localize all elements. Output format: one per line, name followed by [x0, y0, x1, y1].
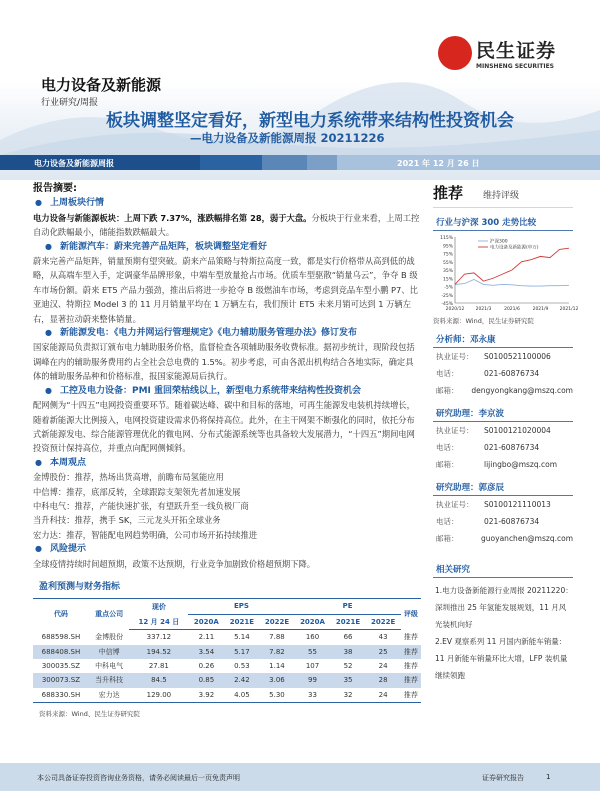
- industry-name: 电力设备及新能源: [41, 76, 162, 94]
- table-row: [33, 645, 421, 659]
- related-item[interactable]: 1.电力设备新能源行业周报 20211220：深圳推出 25 年氢能发展规划，11 月风光装机向好: [435, 586, 573, 629]
- pick-item: 当升科技：推荐，携手 SK，三元龙头开拓全球业务: [33, 515, 221, 526]
- disclaimer: 本公司具备证券投资咨询业务资格，请务必阅读最后一页免责声明: [37, 774, 240, 782]
- table-cell: 当升科技: [89, 673, 129, 687]
- section-text: 配网侧为“十四五”电网投资重要环节。随着碳达峰、碳中和目标的落地，可再生能源发电装机持续增长，随着新能源大比例接入，电网投资建设需求仍将保持高位。此外，在主干网架不断强化的同时，依托分布式新能源发电、综合能源管理优化的微电网、分布式能源系统等也具备较大发展潜力，“十四五”期间电网投资预计保持高位，并重点向配网侧倾斜。: [33, 400, 415, 454]
- col-code: 代码: [53, 610, 68, 619]
- col-year: 2021E: [331, 614, 366, 629]
- section-text: 全球疫情持续时间超预期，政策不达预期，行业竞争加剧致价格超预期下降。: [33, 558, 316, 569]
- y-tick-label: -45%: [441, 302, 453, 307]
- table-cell: 35: [331, 673, 366, 687]
- y-tick-label: 75%: [442, 252, 453, 258]
- x-tick-label: 2021/9: [532, 307, 549, 312]
- table-cell: 129.00: [146, 690, 172, 699]
- table-cell: 3.54: [188, 645, 224, 659]
- pick-item: 宏力达：推荐，智能配电网趋势明确，公司市场开拓持续推进: [33, 529, 258, 540]
- analyst-name: 研究助理：郭彦辰: [433, 479, 573, 496]
- section-text: 蔚来完善产品矩阵，销量预期有望突破。蔚来产品策略与特斯拉高度一致，都是实行价格带从高到低的战略，从高端车型入手，定调豪华品牌形象，中端车型放量抢占市场。优质车型驱散“销量乌云”，争夺 B 级车市场份额。蔚来 ET5 产品力强劲，推出后将进一步抢夺 B 级燃油车市场，考虑到竞品车型小鹏 P7、比亚迪汉、特斯拉 Model 3 的 11 月月销量平均在 1 万辆左右，我们预计 ET5 未来月销可达到 1 万辆左右，显著拉动蔚来整体销量。: [33, 256, 418, 324]
- pick-item: 中信博：推荐，底部反转，全球跟踪支架领先者加速发展: [33, 486, 241, 497]
- table-cell: 1.14: [269, 662, 285, 670]
- table-cell: 7.82: [259, 645, 294, 659]
- section-title: ● 本周观点: [33, 456, 421, 470]
- table-cell: 5.30: [269, 690, 285, 699]
- col-year: 2021E: [224, 614, 259, 629]
- label: 执业证号：: [436, 426, 474, 435]
- table-cell: 0.26: [198, 662, 215, 670]
- table-title: 盈利预测与财务指标: [39, 581, 121, 592]
- table-cell: 宏力达: [98, 690, 120, 699]
- table-cell: 4.05: [234, 690, 250, 699]
- logo-text: 民生证券: [476, 40, 557, 62]
- table-cell: 中科电气: [95, 662, 124, 670]
- pick-item: 中科电气：推荐，产能快速扩张，有望跃升至一线负极厂商: [33, 500, 249, 511]
- analyst-name: 分析师：邓永康: [433, 331, 573, 348]
- table-cell: 金博股份: [95, 632, 124, 641]
- license-id: S0100121110013: [484, 500, 551, 509]
- table-row: [33, 659, 421, 673]
- table-cell: 160: [305, 633, 320, 642]
- license-id: S0100121020004: [484, 426, 551, 435]
- footer-label: 证券研究报告: [482, 774, 524, 782]
- y-tick-label: 35%: [442, 269, 453, 274]
- table-cell: 33: [308, 690, 317, 699]
- col-price: 现价: [151, 602, 166, 611]
- section-text: 分板块于行业来看，上周工控自动化跌幅最小，储能指数跌幅最大。: [33, 212, 420, 238]
- chart-source: 资料来源：Wind，民生证券研究院: [433, 317, 534, 325]
- label: 执业证号：: [436, 500, 474, 509]
- phone: 021-60876734: [484, 443, 540, 452]
- col-rating: 评级: [403, 610, 418, 619]
- section-lead: 电力设备与新能源板块：上周下跌 7.37%，涨跌幅排名第 28，弱于大盘。: [33, 212, 312, 223]
- label: 执业证号：: [436, 352, 474, 361]
- page-number: 1: [546, 773, 551, 781]
- related-title: 相关研究: [433, 561, 573, 578]
- company-logo: [438, 36, 556, 70]
- x-tick-label: 2021/3: [475, 307, 492, 312]
- x-tick-label: 2021/6: [504, 307, 520, 312]
- legend-label: 电力设备及新能源(申万): [490, 245, 539, 251]
- table-cell: 194.52: [129, 645, 188, 659]
- section-title: ● 风险提示: [33, 542, 421, 556]
- table-cell: 27.81: [148, 662, 169, 670]
- forecast-table: [33, 598, 421, 703]
- table-cell: 5.14: [234, 633, 250, 642]
- email-link[interactable]: lijingbo@mszq.com: [484, 460, 558, 469]
- table-cell: 推荐: [401, 673, 421, 687]
- section-title: ● 新能源汽车：蔚来完善产品矩阵，板块调整坚定看好: [33, 240, 421, 254]
- table-cell: 28: [366, 673, 401, 687]
- logo-icon: [438, 36, 472, 70]
- section-title: ● 新能源发电：《电力并网运行管理规定》《电力辅助服务管理办法》修订发布: [33, 326, 421, 340]
- table-cell: 300073.SZ: [33, 673, 89, 687]
- col-year: 2020A: [188, 614, 224, 629]
- col-year: 2020A: [295, 614, 331, 629]
- summary-column: [33, 182, 421, 722]
- trend-chart: [433, 233, 579, 315]
- table-cell: 2.42: [224, 673, 259, 687]
- table-cell: 24: [378, 662, 388, 670]
- table-cell: 2.11: [198, 633, 215, 642]
- label: 电话：: [436, 517, 459, 526]
- section-text: 国家能源局负责拟订颁布电力辅助服务价格，监督检查各项辅助服务收费标准。据初步统计，现阶段包括调峰在内的辅助服务费用约占全社会总电费的 1.5%。初步考虑，可由各派出机构结合各地实际，确定具体的辅助服务品种和价格标准，报国家能源局后执行。: [33, 342, 415, 382]
- y-tick-label: 95%: [442, 244, 453, 250]
- col-year: 2022E: [259, 614, 294, 629]
- y-tick-label: -25%: [441, 293, 453, 299]
- x-tick-label: 2021/12: [559, 307, 579, 312]
- sidebar: [433, 182, 579, 684]
- footer: [0, 763, 600, 791]
- table-cell: 推荐: [403, 662, 418, 670]
- table-cell: 688330.SH: [41, 690, 81, 699]
- label: 邮箱：: [436, 460, 459, 469]
- report-title: 板块调整坚定看好，新型电力系统带来结构性投资机会: [106, 111, 514, 131]
- table-cell: 7.88: [269, 633, 285, 642]
- section-title: ● 工控及电力设备：PMI 重回荣枯线以上，新型电力系统带来结构性投资机会: [33, 384, 421, 398]
- table-cell: 25: [366, 645, 401, 659]
- table-cell: 99: [295, 673, 331, 687]
- x-tick-label: 2020/12: [445, 307, 465, 312]
- table-cell: 5.17: [224, 645, 259, 659]
- table-cell: 55: [295, 645, 331, 659]
- series-line: [455, 248, 569, 284]
- table-cell: 38: [331, 645, 366, 659]
- table-cell: 3.92: [198, 690, 215, 699]
- table-cell: 300035.SZ: [41, 662, 81, 670]
- phone: 021-60876734: [484, 369, 540, 378]
- table-source: 资料来源：Wind、民生证券研究院: [39, 710, 140, 719]
- y-tick-label: -5%: [444, 285, 453, 291]
- header-band: [0, 155, 600, 170]
- related-item[interactable]: 2.EV 观察系列 11 月国内新能车销量：11 月新能车销量环比大增，LFP 装机量继续领跑: [435, 637, 568, 680]
- col-year: 2022E: [366, 614, 401, 629]
- table-cell: 3.06: [259, 673, 294, 687]
- table-cell: 52: [343, 662, 353, 670]
- label: 邮箱：: [436, 534, 459, 543]
- table-cell: 107: [305, 662, 320, 670]
- logo-en: MINSHENG SECURITIES: [476, 63, 554, 70]
- table-cell: 推荐: [403, 690, 418, 699]
- pick-item: 金博股份：推荐，热场出货高增，前瞻布局氢能应用: [33, 472, 224, 483]
- section-title: ● 上周板块行情: [33, 196, 421, 210]
- report-subtitle: —电力设备及新能源周报 20211226: [190, 131, 385, 145]
- table-cell: 推荐: [403, 632, 418, 641]
- table-cell: 688408.SH: [33, 645, 89, 659]
- summary-heading: 报告摘要:: [33, 183, 77, 194]
- table-cell: 中信博: [89, 645, 129, 659]
- table-cell: 0.53: [234, 662, 250, 670]
- table-cell: 84.5: [129, 673, 188, 687]
- label: 电话：: [436, 369, 459, 378]
- rating-sub: 维持评级: [483, 191, 520, 201]
- y-tick-label: 55%: [442, 260, 453, 266]
- table-cell: 推荐: [401, 645, 421, 659]
- chart-title: 行业与沪深 300 走势比较: [433, 214, 573, 231]
- series-line: [455, 279, 569, 286]
- report-date: 2021 年 12 月 26 日: [337, 155, 600, 170]
- report-type: 行业研究/周报: [41, 98, 99, 108]
- label: 邮箱：: [436, 386, 459, 395]
- table-cell: 688598.SH: [41, 632, 81, 641]
- table-cell: 0.85: [188, 673, 224, 687]
- table-row: [33, 630, 421, 645]
- table-cell: 43: [378, 633, 388, 642]
- col-eps: EPS: [188, 599, 294, 614]
- license-id: S0100521100006: [484, 352, 551, 361]
- col-price-date: 12 月 24 日: [129, 614, 188, 629]
- legend-label: 沪深300: [490, 239, 508, 245]
- email-link[interactable]: guoyanchen@mszq.com: [481, 534, 573, 543]
- table-row: [33, 673, 421, 687]
- table-cell: 32: [343, 690, 353, 699]
- y-tick-label: 115%: [440, 236, 453, 241]
- email-link[interactable]: dengyongkang@mszq.com: [471, 386, 573, 395]
- col-pe: PE: [295, 599, 401, 614]
- col-company: 重点公司: [95, 610, 124, 619]
- table-cell: 24: [378, 690, 388, 699]
- phone: 021-60876734: [484, 517, 540, 526]
- table-cell: 337.12: [146, 633, 172, 642]
- y-tick-label: 15%: [442, 277, 453, 283]
- table-row: [33, 688, 421, 703]
- table-cell: 66: [343, 633, 353, 642]
- rating: 推荐: [433, 184, 464, 202]
- analyst-name: 研究助理：李京波: [433, 405, 573, 422]
- band-label: 电力设备及新能源周报: [0, 155, 200, 170]
- label: 电话：: [436, 443, 459, 452]
